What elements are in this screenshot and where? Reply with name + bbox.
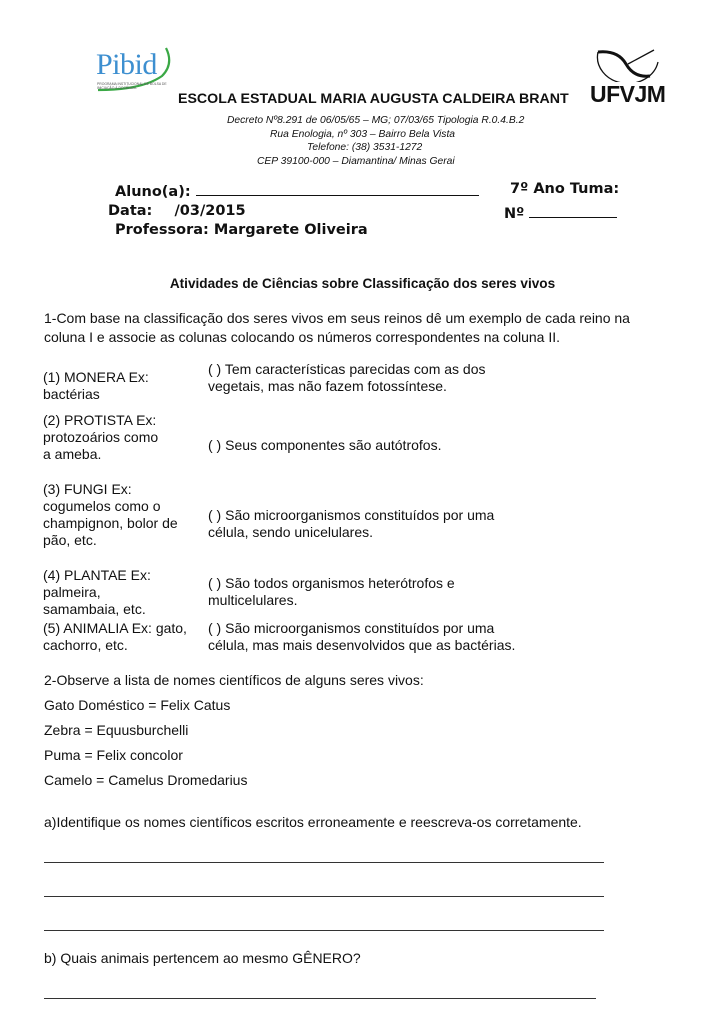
ufvjm-emblem-icon: [588, 48, 668, 82]
school-decree: Decreto Nº8.291 de 06/05/65 – MG; 07/03/65 Tipologia R.0.4.B.2: [227, 115, 525, 126]
description-text: ( ) Seus componentes são autótrofos.: [208, 437, 442, 453]
answer-line-b1[interactable]: [44, 998, 596, 999]
pibid-subtitle: PROGRAMA INSTITUCIONAL DE BOLSA DE INICIAÇÃO À DOCÊNCIA: [97, 82, 167, 90]
activity-title: Atividades de Ciências sobre Classificação dos seres vivos: [169, 276, 556, 291]
description-text: ( ) São microorganismos constituídos por uma: [208, 507, 495, 523]
question-2a-prompt: a)Identifique os nomes científicos escritos erroneamente e reescreva-os corretamente.: [44, 814, 582, 830]
description-text: célula, mas mais desenvolvidos que as bactérias.: [208, 637, 516, 653]
school-address: Rua Enologia, nº 303 – Bairro Bela Vista: [270, 129, 456, 140]
kingdom-example: champignon, bolor de: [43, 515, 178, 531]
school-name: ESCOLA ESTADUAL MARIA AUGUSTA CALDEIRA BRANT: [178, 91, 569, 107]
kingdom-label: (1) MONERA Ex:: [43, 369, 149, 385]
description-text: ( ) Tem características parecidas com as dos: [208, 361, 486, 377]
species-item: Zebra = Equusburchelli: [44, 722, 189, 738]
column-ii-item-3[interactable]: [208, 507, 494, 541]
column-i-item-5: [43, 620, 187, 654]
ufvjm-wordmark: UFVJM: [590, 81, 666, 107]
species-item: Camelo = Camelus Dromedarius: [44, 772, 248, 788]
ufvjm-logo: [588, 48, 668, 108]
column-i-item-3: [43, 481, 178, 549]
student-name-field[interactable]: [115, 181, 479, 200]
date-label: Data:: [108, 203, 153, 219]
kingdom-example: palmeira,: [43, 584, 101, 600]
description-text: ( ) São todos organismos heterótrofos e: [208, 575, 455, 591]
number-label: Nº: [504, 206, 525, 222]
number-field[interactable]: [504, 203, 617, 222]
column-ii-item-5[interactable]: [208, 620, 515, 654]
question-1-prompt: 1-Com base na classificação dos seres vivos em seus reinos dê um exemplo de cada reino na coluna I e associe as colunas colocando os números correspondentes na coluna II.: [44, 310, 630, 345]
column-i-item-4: [43, 567, 151, 618]
column-i-item-1: [43, 369, 149, 403]
answer-line-a3[interactable]: [44, 930, 604, 931]
grade-class-label: 7º Ano Tuma:: [510, 181, 620, 197]
column-ii-item-4[interactable]: [208, 575, 455, 609]
species-item: Puma = Felix concolor: [44, 747, 183, 763]
pibid-wordmark: Pibid: [96, 48, 157, 81]
answer-line-a2[interactable]: [44, 896, 604, 897]
question-2-prompt: 2-Observe a lista de nomes científicos de alguns seres vivos:: [44, 672, 424, 688]
column-ii-item-2[interactable]: [208, 437, 441, 454]
description-text: vegetais, mas não fazem fotossíntese.: [208, 378, 447, 394]
description-text: ( ) São microorganismos constituídos por uma: [208, 620, 495, 636]
species-item: Gato Doméstico = Felix Catus: [44, 697, 231, 713]
kingdom-example: pão, etc.: [43, 532, 97, 548]
grade-class-field[interactable]: [510, 181, 619, 197]
date-field[interactable]: [108, 203, 246, 219]
student-name-label: Aluno(a):: [115, 184, 191, 200]
kingdom-label: (5) ANIMALIA Ex: gato,: [43, 620, 187, 636]
description-text: multicelulares.: [208, 592, 298, 608]
column-ii-item-1[interactable]: [208, 361, 486, 395]
school-cep: CEP 39100-000 – Diamantina/ Minas Gerai: [257, 156, 455, 167]
kingdom-label: (2) PROTISTA Ex:: [43, 412, 157, 428]
kingdom-example: cachorro, etc.: [43, 637, 128, 653]
question-2b-prompt: b) Quais animais pertencem ao mesmo GÊNERO?: [44, 950, 361, 966]
kingdom-label: (3) FUNGI Ex:: [43, 481, 132, 497]
teacher-name: Professora: Margarete Oliveira: [115, 222, 368, 238]
number-blank[interactable]: [529, 203, 617, 218]
kingdom-example: cogumelos como o: [43, 498, 161, 514]
kingdom-label: (4) PLANTAE Ex:: [43, 567, 151, 583]
pibid-logo: [92, 46, 176, 94]
student-name-blank[interactable]: [196, 181, 479, 196]
answer-line-a1[interactable]: [44, 862, 604, 863]
date-value: /03/2015: [174, 203, 246, 219]
school-phone: Telefone: (38) 3531-1272: [307, 142, 423, 153]
kingdom-example: bactérias: [43, 386, 100, 402]
column-i-item-2: [43, 412, 158, 463]
kingdom-example: samambaia, etc.: [43, 601, 146, 617]
description-text: célula, sendo unicelulares.: [208, 524, 373, 540]
kingdom-example: a ameba.: [43, 446, 102, 462]
kingdom-example: protozoários como: [43, 429, 159, 445]
